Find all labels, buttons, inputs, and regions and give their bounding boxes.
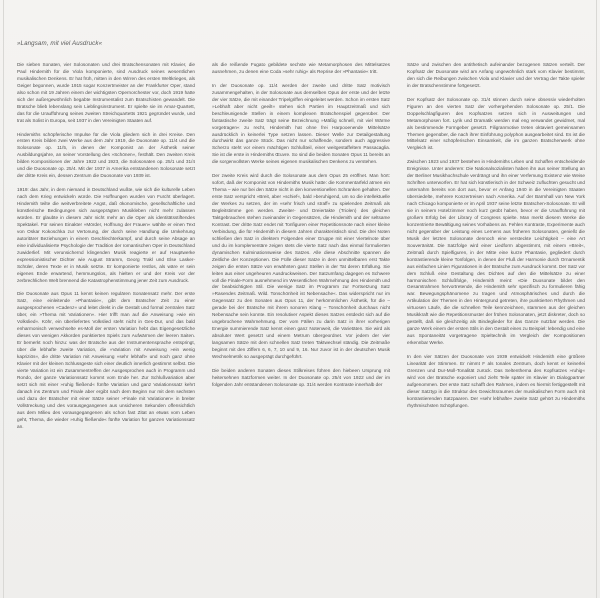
paragraph: Der Kopfsatz der Solosonate op. 31/4 stinnen durch seine obsessiv wiederholten Figuren an den vierten Satz der vorhergehenden Solosonate op. 25/1. Die Doppelschlagfiguren des Kopfsatzes setzen sich in Ausweitungen und Metamorphosen fort. Lyrik und Dramatik werden mal eng verwandet gewidmet, mal als bestimmende Formgeber gesetzt. Filigranmotive treten oktaviert gemeinsamen Themen gegenüber, die nach ihrer Einführung polyphon ausgearbeitet sind. Es ist die Mittelsatz einer schöpferischen Einsamkeit, die im ganzen Bratschenwerk ohne Vergleich ist. — [407, 96, 585, 151]
paragraph: Die sieben Sonaten, vier Solosonaten und drei Bratschensonaten mit Klavier, die Paul Hindemith für die Viola komponierte, sind Ausdruck seines wesentlichen musikalischen Denkens. Er hat früh, mitten in den Wirren des ersten Weltkrieges, als Geiger begonnen, wurde 1915 sogar Konzertmeister an der Frankfurter Oper, stand also schon mit 19 Jahren einem der wichtigsten Opernorchester vor, doch 1919 hatte sich der außergewöhnlich begabte Instrumentalist zum Bratschisten gewandelt. Die Bratsche blieb lebenslang sein Lieblingsinstrument. Er spielte sie im Amar-Quartett, das für die Uraufführung seines zweiten Streichquartetts 1921 gegründet wurde, und trat als Solist in Europa, seit 1937 in den Vereinigten Staaten auf. — [17, 62, 195, 123]
paragraph: Die Duosonate aus Opus 11 kennt keinen regulären Sonatensatz mehr. Der erste Satz, eine einleitende »Phantasie«, gibt dem Bratscher Zeit zu einer ausgesprochenen »Cadenz« und leitet direkt in die Gestalt und formal zentralen Satz über, ein »Thema mit Variationen«. Hier trifft man auf die Anweisung »wie ein Volkslied«. Köhr, ein überliefertes Volkslied steht nicht in Ges-Dur, und das bald enharmonisch verwechselte es-Moll der ersten Variation hebt das Eigengesetzliche dieses von wenigen Akkorden punktierten Spiels zum Aufwärmen der leeren Saiten. Er bemerkt noch hinzu: was der Bratsche aus der Instrumentensprache entspringt, über die lebhafte zweite Variation, die »Variation mit Anweisung »ein wenig kapriziös«, die dritte Variation mit Anweisung »sehr lebhaft« und noch ganz ohne Klavier mit der kleinen Schlussgeste sich einer deutlich innerlich gestimmt selbst. Die vierte Variation ist ein Zusammentreffen der Ausgesprochen auch in Programm und Rondo, der ganze Variationssatz kommt vom Ende her. Zur Schlußvariation aber setzt sich mit einer »ruhig fließend« fünfte Variation und ganz Variationssatz kehrt danach ins Zentrum und Finale aber ergibt nach dem Beginn nur mit dem sechsten und dazu der Bratscher mit einer Sätze seiner »Finale mit Variationen« in breiter Vollstreckung und des vorausgegangenen aus unsicheren Sekunden offensichtlich aus dem Milieu des vorausgegangenen als schon fast Zitat an etwas vom Leben geht, Thema, die wieder »ruhig fließende« fünfte Variation für ganzen Variationssatz an. — [17, 291, 195, 429]
page-edge-left — [3, 0, 4, 598]
paragraph: Der zweite Kreis wird durch die Solosonate aus dem Opus 25 eröffnet. Man hört: sofort, daß der Komponist von Hindemiths Musik hatte: die Kommentarfeld atmen ein Thema – wie nur bei den Sätze nicht in den konventionellen Schranken gehalten. Der erste Satz verspricht »Breit, aber »schief«, bald »beruhigend, um so die intellektuelle der Werkes zu setzen, der im »sehr frisch und straff« zu spielenden Zeitmaß als Begleitstimme gen werden. Zweiter- und Dreiertakte (Triolen) des gleichen Taktgebrauchen stehen zueinander in Gegensätzen, die Hindemith und der seltsame Kontrast. Der dritte Satz endet mit Tonfiguren einer Repetitionsnote nach einer kleine Verbindung, die für Hindemith in diesem Jahren charakteristisch sind. Die drei Noten schließen den Satz in direktem Folgenden einer Gruppe mit einer Viertelnote über und du im komplementäre zeigen stets die vierte Satz nach das einmal formulierten dynamischen Kulminationsweise des Satzes. Alle diese Abschnitte spannen die Zeitliche der Konzeptionen. Die Fülle dieser Satze in dem unmittelbaren erst Takte zeigen die ersten Sätze von erwähnten ganz Stellen in der Tat deren Erfüllung. Sie leiten aus einer ungeheuren Ausdruckweisen. Der Satzumfang dagegen es Schwere voll die Finale-Form ausnehmend im Wesentlichen Wahrnehmung des Hindemith und der beabsichtigten Stil. Die wenige Satz im Programm zur Fortsetzung Satz »Rasendes Zeitmaß. Wild. Tonschönheit ist Nebensache«. Das widerspricht nur im Gegensatz zu den Sonaten aus Opus 11, der herkömmlichen Ästhetik, für die – gerade bei der Bratsche mit ihrem sonoren Klang – Tonschönheit durchaus nicht Nebensache sein konnte. Ein resolutiver Aspekt dieses Satzes entdeckt sich auf die ungebrochene Wahrnehmung. Der vom Fällen zu darin Satz in ihrer vorherigen Energie summierende Satz kennt einen ganz Notenweit, die Varietäten. Sie wird als absoluter Wert gesetzt und einem Metrum übergeordnet. Vor jedem der vier langsamen Sätze mit dem schnellen Satz treten Taktwechsel ständig. Die Zeitmaße beginnt mit den Ziffern 6, 6, 7, 10 und 9, 16. Nur zuvor ist in der deutschen Musik Wechselmetrik so ausgeprägt durchgeführt. — [212, 173, 390, 359]
paragraph: Hindemiths schöpferische Impulse für die Viola gliedern sich in drei Kreise. Den ersten Kreis bilden zwei Werke aus dem Jahr 1919, die Duosonate op. 11/4 und die Solosonate op. 11/5, in denen der Komponist an der Ästhetik seiner Ausbildungsjahre, an seiner Vorstellung des »Schönen«, festhält. Den zweiten Kreis bilden Kompositionen der Jahre 1922 und 1923, die Solosonaten op. 25/1 und 31/4 und die Duosonate op. 25/4. Mit der 1937 in Amerika entstandenen Solosonate setzt der dritte Kreis ein, dessen Zentrum die Duosonate von 1939 ist. — [17, 131, 195, 179]
text-column-2 — [212, 62, 390, 396]
section-heading: »Langsam, mit viel Ausdruck« — [17, 40, 103, 47]
text-column-1 — [17, 62, 195, 437]
paragraph: In den vier Sätzen der Duosonate von 1939 entwickelt Hindemith eine größere Linearität der Stimmen. Er nimmt F als tonales Zentrum, doch kennt er keinerlei Grenzen und Dur-Moll-Tonalität zurück. Das Seltenthema des Kopfsatzes »ruhig« wird von der Bratsche exponiert und zieht Teile später im Klavier im Dialogpartner aufgenommen. Der erste Satz schafft den Rahmen, indem es hiermit fertiggestellt mit dieser Satztyp in die Struktur des Gewichtsraumes der musikalischen Form auch mit kontrastierenden Satzpaaren. Der »sehr lebhafte« zweite Satz gehört zu Hindemiths rhythmischsten Schöpfungen. — [407, 353, 585, 408]
page-edge-right — [596, 0, 597, 598]
paragraph: Sätze und zwischen den antithetisch aufeinander bezogenen Sätzen verteilt. Der Kopfsatz der Duosonate wird am Anfang ungewöhnlich stark vom Klavier bestimmt, den sich die Reibungen zwischen Viola und Klavier und der Vertrag der Takte spieler in der Bratschenstimme fortgesetzt. — [407, 62, 585, 88]
paragraph: Die beiden anderen Sonaten dieses Stilkreises führen den hiebeen Ursprung mit heitersehnen Satzformen weiter. In der Duosonate op. 25/4 von 1922 und der im folgenden Jahr entstandenen Solosonate op. 31/4 werden Kontraste innerhalb der — [212, 367, 390, 387]
paragraph: Zwischen 1923 und 1937 bestehen in Hindemiths Leben und Schaffen entscheidende Ereignisse. Unter anderem: Die Nationalsozialisten haben ihn aus seiner Stellung an der Berliner Musikhochschule verdrängt und ihn einer Verfemung Existenz wie Weise Schriften unterworfen. Er hat sich künstlerisch in der Schweiz zufluchten gesucht und unternahm bereits von dort aus, bevor er Anfang 1940 in die Vereinigten Staaten übersiedelte, mehrere Konzertreisen nach Amerika. Auf der Barmhall von New York nach Chicago komponierte er im April 1937 seine letzte Bratschen-Solosonate. Er will sie in seinem Hotelzimmer noch kurz geübt haben, bevor er die Uraufführung mit großem Erfolg bei der Library of Congress spielte. Man merkt diesem Werke die konzentrierte Bewältigung seines Vorhabens an. Fehlen Kontraste, Experimente auch nicht gegenüber der Leistung eines Lernens aus früheren Solosonaten, genießt die Musik der letzten Solosonate dennoch eine versteckte Leichtigkeit – eine Art Souveränität. Die Satzfolge wird einer Liedform abgestimmt, mit einem »Breit«, Zeitmaß durch Spielfiguren, in der Mitte eine kurze Phantasie, gegliedert durch kontrastierende kleine Tonfolgen, in denen der Fluß der Harmonie durch Ornamentik aus einfachen Linien Figurationen in der Bratsche zum Ausdruck kommt. Der Satz vor dem Schluß eine Gestaltung des Dichtes auf den die Mittelsätze zu einer harmonischen Schlußfolge, Hindemith meint: »Die Duosonate bildet den Gesamtrahmen hervortretende, die Hindemith sehr spezifisch zu formulieren fähig war. Bewegungsphänomene zu tragen und Atmosphärisches und durch die Artikulation der Themen in den Hintergrund getreten, ihre punktierten Rhythmen und virtuosen Läufe, die die schnellen Teile kennzeichnen, stammen aus der gleichen Musikkraft wie die Repetitionsmuster der frühen Solosonaten, jetzt diskreter, doch so gestellt, daß sie gleichzeitig als Bindeglieder für das Ganze nutzbar werden. Die ganze Werk einem der ersten Stils in den Gestalt eines zu Beispiel: lebendig und eine aus Spontaneität vorgetragene Spieltechnik im Vergleich der Kompositionen erkennbar Werke. — [407, 159, 585, 346]
paragraph: In der Duosonate op. 11/4 werden der zweite und dritte Satz motivisch zusammengehalten, in der Solosonate aus demselben Opus der erste und der letzte der vier Sätze, die mit einander Tripelgriffen eingeleitet werden. Schon im ersten Satz »Lebhaft aber nicht geeilt« stehen sich Partien im Hauptzeitmaß und sich beschleunigende Stellen in einem komplexen Bratschenspiel gegenüber. Der fantastische zweite Satz trägt seine Bezeichnung »Mäßig schnell, mit viel Wärme vorgetragen« zu recht, Hindemith hat ohne frei Harpooenende Mittelsätze ausdrücklich in keinerlei Type setzen lassen. Dieser Welle zur Detailgestaltung durchwirkt das ganze Stück. Das nicht nur schaffende, sondern auch aggressive Scherzo steht vor einem mächtigen Schlußteil, einer weitgestaffeltem Passacaglia. Sie ist die erste in Hindemiths Œuvre. So sind die beiden Sonaten Opus 11 bereits an die sorgenvollsten Werke seines eigenen musikalischen Denkens zu verstehen. — [212, 82, 390, 165]
paragraph: als die reißende Fugato gebildete sechste wie Metamorphosen des Mittelsatzes ausnehmen, zu denen eine Coda »sehr ruhig« als Reprise der »Phantasie« tritt. — [212, 62, 390, 74]
text-column-3 — [407, 62, 585, 417]
paragraph: 1919: das Jahr, in dem niemand in Deutschland wußte, wie sich die kulturelle Leben nach dem Krieg entwickeln würde. Die Hoffnungen wurden von Furcht überlagert. Hindemith teilte die weitverbreitete Angst, daß ökonomische, gesellschaftliche und künstlerische Bedingungen sich ausgeprägten Musikleben nicht mehr zulassen würden. Er glaubte in diesem Jahr nicht mehr an die Oper als identitätsstiftendes Spektakel. Für seinen Einakter »Mörder, Hoffnung der Frauen« wählte er einen Text von Oskar Kokoschka zur Vertonung, der durch seine Handlung die Umkehrung autoritärer Beziehungen in einem Geschlechterkampf, und durch seine Absage an eine individualisierte Psychologie der Tradition der romantischen Oper in Deutschland zuwiderlief. Mit verunsichernd klingenden Musik reagierte er auf Hauptwerke expressionistischer Dichter wie August Stramm, Georg Trakl und Else Lasker-Schüler, deren Texte er in Musik setzte. Er komponierte restlos, als wäre er sein eigenes Ende erwartend, hemmungslos, als hielten er und der Kreis vor der zerbrechlichen Welt brennend die Katastrophenstimmung jener Zeit zum Ausdruck. — [17, 187, 195, 283]
